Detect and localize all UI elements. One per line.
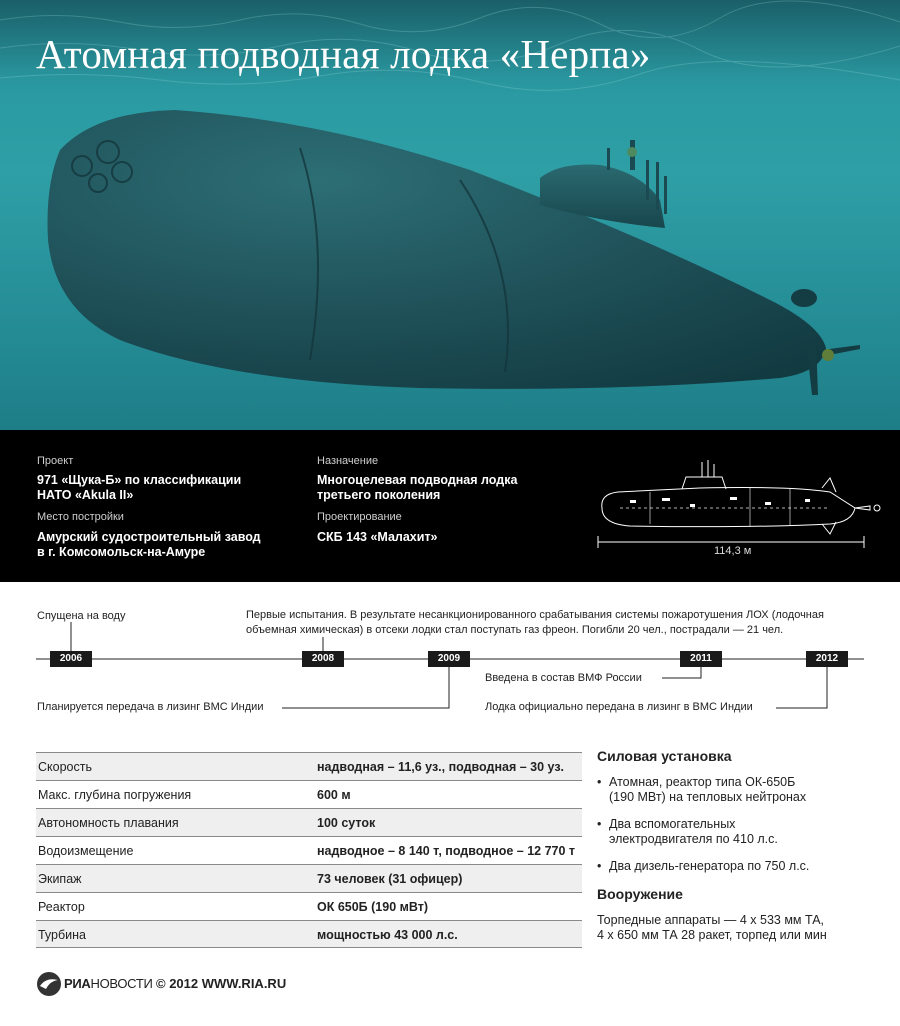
project-value-line-2: НАТО «Akula II» (37, 488, 134, 502)
event-navy: Введена в состав ВМФ России (485, 672, 642, 684)
list-item (597, 817, 887, 847)
spec-value: мощностью 43 000 л.с. (317, 928, 458, 942)
spec-key: Автономность плавания (38, 816, 179, 830)
copyright[interactable]: © 2012 WWW.RIA.RU (156, 976, 287, 991)
table-row (36, 892, 582, 920)
year-2006: 2006 (50, 651, 92, 667)
year-2012: 2012 (806, 651, 848, 667)
info-band (0, 430, 900, 582)
place-value-line-1: Амурский судостроительный завод (37, 530, 261, 544)
spec-value: ОК 650Б (190 мВт) (317, 900, 429, 914)
hero-image (0, 0, 900, 430)
length-label: 114,3 м (714, 545, 752, 557)
event-leased: Лодка официально передана в лизинг в ВМС Индии (485, 701, 753, 713)
year-2009: 2009 (428, 651, 470, 667)
spec-value: надводное – 8 140 т, подводное – 12 770 т (317, 844, 576, 858)
purpose-label: Назначение (317, 455, 379, 467)
spec-key: Турбина (38, 928, 86, 942)
event-lease-planned: Планируется передача в лизинг ВМС Индии (37, 701, 264, 713)
table-row (36, 920, 582, 948)
year-2011: 2011 (680, 651, 722, 667)
table-row (36, 808, 582, 836)
brand-bold: РИА (64, 976, 91, 991)
list-item (597, 775, 887, 805)
spec-key: Скорость (38, 760, 92, 774)
power-item-line-2: (190 МВт) на тепловых нейтронах (609, 790, 807, 804)
event-launched: Спущена на воду (37, 610, 126, 622)
project-value-line-1: 971 «Щука-Б» по классификации (37, 473, 242, 487)
place-value-line-2: в г. Комсомольск-на-Амуре (37, 545, 206, 559)
timeline (0, 582, 900, 732)
event-trials-line-1: Первые испытания. В результате несанкционированного срабатывания системы пожаротушения ЛОХ (лодочная (246, 609, 824, 621)
side-panel (597, 748, 887, 943)
list-item (597, 859, 887, 874)
brand-thin: НОВОСТИ (90, 976, 153, 991)
submarine-hull (48, 110, 827, 389)
power-item-line-1: Два вспомогательных (609, 817, 736, 831)
armament-line-2: 4 х 650 мм ТА 28 ракет, торпед или мин (597, 928, 827, 942)
year-2008: 2008 (302, 651, 344, 667)
power-item-line-1: Два дизель-генератора по 750 л.с. (609, 859, 810, 873)
spec-value: 73 человек (31 офицер) (317, 872, 463, 886)
page-title: Атомная подводная лодка «Нерпа» (36, 31, 651, 77)
brand-name (64, 976, 153, 991)
power-item-line-1: Атомная, реактор типа ОК-650Б (609, 775, 796, 789)
armament-line-1: Торпедные аппараты — 4 х 533 мм ТА, (597, 913, 825, 927)
spec-key: Экипаж (38, 872, 82, 886)
table-row (36, 780, 582, 808)
purpose-value-line-1: Многоцелевая подводная лодка (317, 473, 518, 487)
spec-table (36, 752, 582, 948)
power-heading: Силовая установка (597, 748, 732, 764)
spec-key: Водоизмещение (38, 844, 134, 858)
place-label: Место постройки (37, 511, 124, 523)
purpose-value-line-2: третьего поколения (317, 488, 441, 502)
event-trials-line-2: объемная химическая) в отсеки лодки стал поступать газ фреон. Погибли 20 чел., пострадали — 21 чел. (246, 624, 784, 636)
spec-value: надводная – 11,6 уз., подводная – 30 уз. (317, 760, 565, 774)
power-list (597, 775, 887, 874)
project-label: Проект (37, 455, 74, 467)
design-value: СКБ 143 «Малахит» (317, 530, 438, 544)
ria-logo-icon (36, 971, 62, 997)
table-row (36, 836, 582, 864)
spec-value: 600 м (317, 788, 351, 802)
power-item-line-2: электродвигателя по 410 л.с. (609, 832, 778, 846)
table-row (36, 752, 582, 780)
table-row (36, 864, 582, 892)
design-label: Проектирование (317, 511, 402, 523)
spec-key: Макс. глубина погружения (38, 788, 192, 802)
spec-key: Реактор (38, 900, 85, 914)
armament-heading: Вооружение (597, 886, 683, 902)
spec-value: 100 суток (317, 816, 376, 830)
